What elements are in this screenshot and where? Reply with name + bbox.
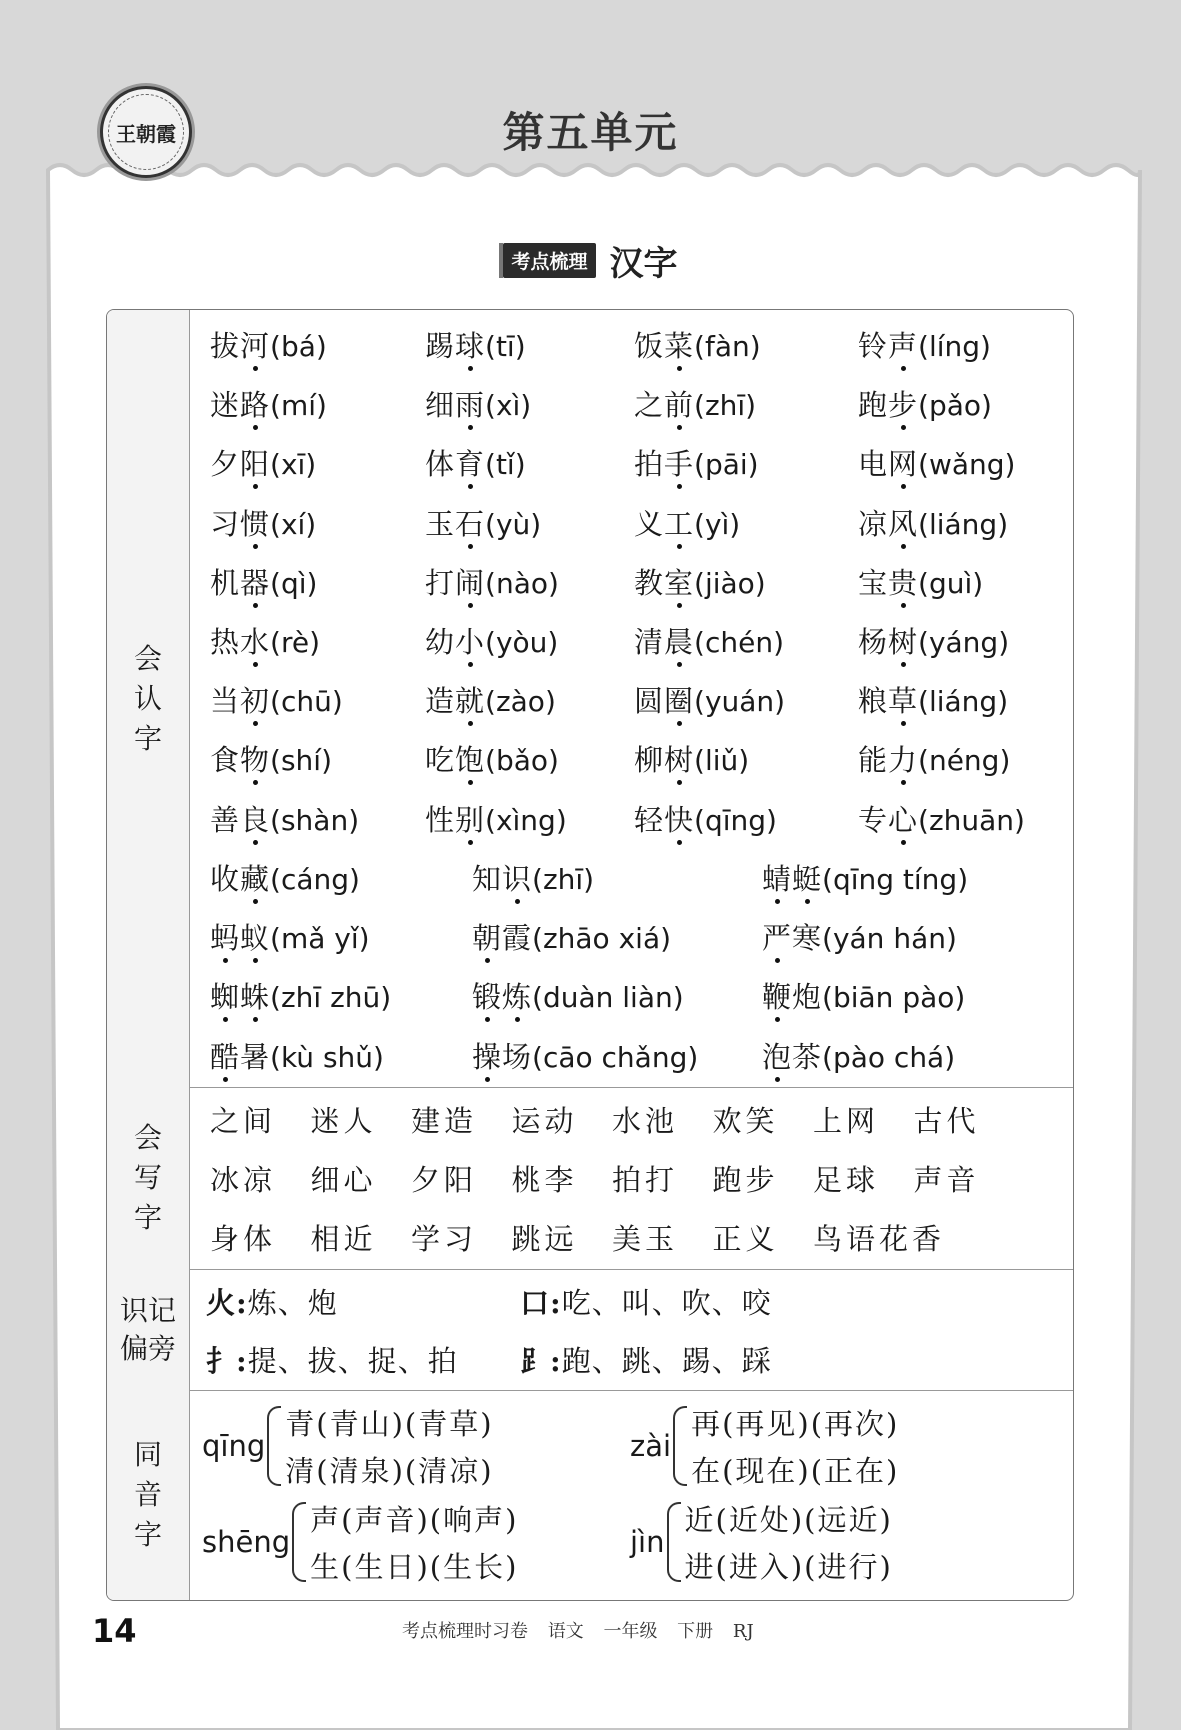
recognize-body — [190, 310, 1073, 1087]
vocab-item: 鞭炮(biān pào) — [762, 980, 966, 1015]
vocab-item: 粮草(liáng) — [858, 684, 1009, 719]
homophone-line: 再(再见)(再次) — [691, 1407, 900, 1441]
vocab-item: 吃饱(bǎo) — [425, 743, 559, 778]
homophone-line: 声(声音)(响声) — [310, 1503, 519, 1537]
homophone-line: 在(现在)(正在) — [691, 1454, 900, 1488]
brace-icon — [292, 1502, 306, 1582]
vocab-item: 打闹(nào) — [425, 565, 559, 600]
homophone-group — [630, 1402, 899, 1490]
write-word: 学习 — [411, 1222, 478, 1256]
recognize-row — [107, 310, 1073, 1088]
homophone-line: 清(清泉)(清凉) — [285, 1454, 494, 1488]
write-word: 上网 — [813, 1104, 880, 1138]
write-label: 会写字 — [107, 1087, 190, 1269]
vocab-item: 知识(zhī) — [472, 862, 595, 896]
vocab-item: 当初(chū) — [210, 684, 343, 719]
vocab-item: 朝霞(zhāo xiá) — [472, 921, 672, 956]
radical-item: 扌:提、拔、捉、拍 — [206, 1344, 458, 1378]
vocab-item: 锻炼(duàn liàn) — [472, 980, 684, 1015]
write-word: 桃李 — [511, 1163, 578, 1197]
radical-item: 口:吃、叫、吹、咬 — [520, 1286, 772, 1320]
homophones-row — [107, 1390, 1073, 1600]
vocab-item: 习惯(xí) — [210, 506, 317, 541]
homophones-label: 同音字 — [107, 1390, 190, 1600]
write-word: 建造 — [411, 1104, 478, 1138]
vocab-item: 柳树(liǔ) — [634, 743, 750, 778]
vocab-item: 细雨(xì) — [425, 388, 532, 423]
brace-icon — [267, 1406, 281, 1486]
vocab-item: 机器(qì) — [210, 565, 318, 600]
vocab-item: 铃声(líng) — [858, 329, 991, 363]
write-word: 古代 — [913, 1104, 980, 1138]
vocab-item: 蚂蚁(mǎ yǐ) — [210, 921, 370, 956]
vocab-item: 蜻蜓(qīng tíng) — [762, 862, 969, 896]
vocab-item: 拔河(bá) — [210, 329, 327, 363]
homophone-group — [630, 1498, 893, 1586]
radical-item: 火:炼、炮 — [206, 1286, 338, 1320]
recognize-label: 会认字 — [107, 310, 190, 1087]
homophone-pinyin: qīng — [202, 1429, 266, 1463]
write-word: 足球 — [813, 1163, 880, 1197]
write-word: 之间 — [210, 1104, 277, 1138]
write-word: 鸟语花香 — [813, 1222, 946, 1256]
radicals-body — [190, 1269, 1073, 1390]
write-word: 正义 — [712, 1222, 779, 1256]
write-word: 欢笑 — [712, 1104, 779, 1138]
write-word: 跑步 — [712, 1163, 779, 1197]
vocab-item: 电网(wǎng) — [858, 447, 1016, 482]
write-row — [107, 1087, 1073, 1270]
write-body — [190, 1087, 1073, 1269]
vocab-item: 性别(xìng) — [425, 802, 567, 837]
vocab-item: 义工(yì) — [634, 506, 741, 541]
write-word: 美玉 — [612, 1222, 679, 1256]
vocab-item: 酷暑(kù shǔ) — [210, 1039, 384, 1074]
vocab-item: 之前(zhī) — [634, 388, 757, 423]
radical-item: ⻊:跑、跳、踢、踩 — [520, 1344, 772, 1378]
radicals-row — [107, 1269, 1073, 1391]
brace-icon — [673, 1406, 687, 1486]
write-word: 细心 — [310, 1163, 377, 1197]
vocab-item: 饭菜(fàn) — [634, 329, 761, 363]
homophone-pinyin: jìn — [630, 1525, 665, 1559]
vocab-item: 幼小(yòu) — [425, 625, 559, 659]
write-word: 冰凉 — [210, 1163, 277, 1197]
vocab-item: 杨树(yáng) — [858, 625, 1010, 659]
vocab-item: 收藏(cáng) — [210, 862, 360, 896]
logo-text: 王朝霞 — [116, 121, 176, 146]
brace-icon — [667, 1502, 681, 1582]
write-word: 身体 — [210, 1222, 277, 1256]
homophone-line: 进(进入)(进行) — [684, 1550, 893, 1584]
vocab-item: 凉风(liáng) — [858, 506, 1009, 541]
homophone-pinyin: zài — [630, 1429, 672, 1463]
homophones-body — [190, 1390, 1073, 1600]
write-word: 运动 — [511, 1104, 578, 1138]
radicals-label: 识记 偏旁 — [107, 1269, 190, 1390]
vocab-item: 玉石(yù) — [425, 506, 542, 541]
vocab-item: 夕阳(xī) — [210, 447, 317, 482]
write-word: 迷人 — [310, 1104, 377, 1138]
vocab-item: 造就(zào) — [425, 684, 556, 719]
vocab-item: 专心(zhuān) — [858, 802, 1025, 837]
vocab-item: 严寒(yán hán) — [762, 921, 957, 956]
vocab-item: 蜘蛛(zhī zhū) — [210, 980, 392, 1015]
homophone-group — [202, 1498, 518, 1586]
vocab-item: 教室(jiào) — [634, 565, 766, 600]
vocab-item: 泡茶(pào chá) — [762, 1039, 956, 1074]
section-title: 汉字 — [609, 244, 678, 284]
vocab-item: 宝贵(guì) — [858, 565, 984, 600]
homophone-group — [202, 1402, 494, 1490]
write-word: 跳远 — [511, 1222, 578, 1256]
section-tag: 考点梳理 — [503, 243, 595, 278]
vocab-item: 热水(rè) — [210, 625, 321, 659]
vocab-item: 迷路(mí) — [210, 388, 327, 423]
vocab-item: 善良(shàn) — [210, 802, 360, 837]
homophone-line: 近(近处)(远近) — [684, 1503, 893, 1537]
vocab-item: 食物(shí) — [210, 743, 332, 778]
character-table — [106, 309, 1074, 1601]
vocab-item: 操场(cāo chǎng) — [472, 1039, 699, 1074]
write-word: 拍打 — [612, 1163, 679, 1197]
homophone-pinyin: shēng — [202, 1525, 291, 1559]
page-number: 14 — [92, 1612, 137, 1650]
book-info: 考点梳理时习卷 语文 一年级 下册 RJ — [402, 1621, 754, 1642]
homophone-line: 青(青山)(青草) — [285, 1407, 494, 1441]
section-header — [0, 236, 1181, 285]
write-word: 相近 — [310, 1222, 377, 1256]
vocab-item: 能力(néng) — [858, 743, 1011, 778]
homophone-line: 生(生日)(生长) — [310, 1550, 519, 1584]
vocab-item: 拍手(pāi) — [634, 447, 759, 482]
vocab-item: 体育(tǐ) — [425, 447, 526, 482]
vocab-item: 清晨(chén) — [634, 625, 784, 659]
write-word: 水池 — [612, 1104, 679, 1138]
vocab-item: 踢球(tī) — [425, 329, 526, 363]
vocab-item: 圆圈(yuán) — [634, 684, 786, 719]
write-word: 声音 — [913, 1163, 980, 1197]
write-word: 夕阳 — [411, 1163, 478, 1197]
vocab-item: 跑步(pǎo) — [858, 388, 992, 423]
vocab-item: 轻快(qīng) — [634, 802, 777, 837]
unit-title: 第五单元 — [502, 108, 679, 157]
